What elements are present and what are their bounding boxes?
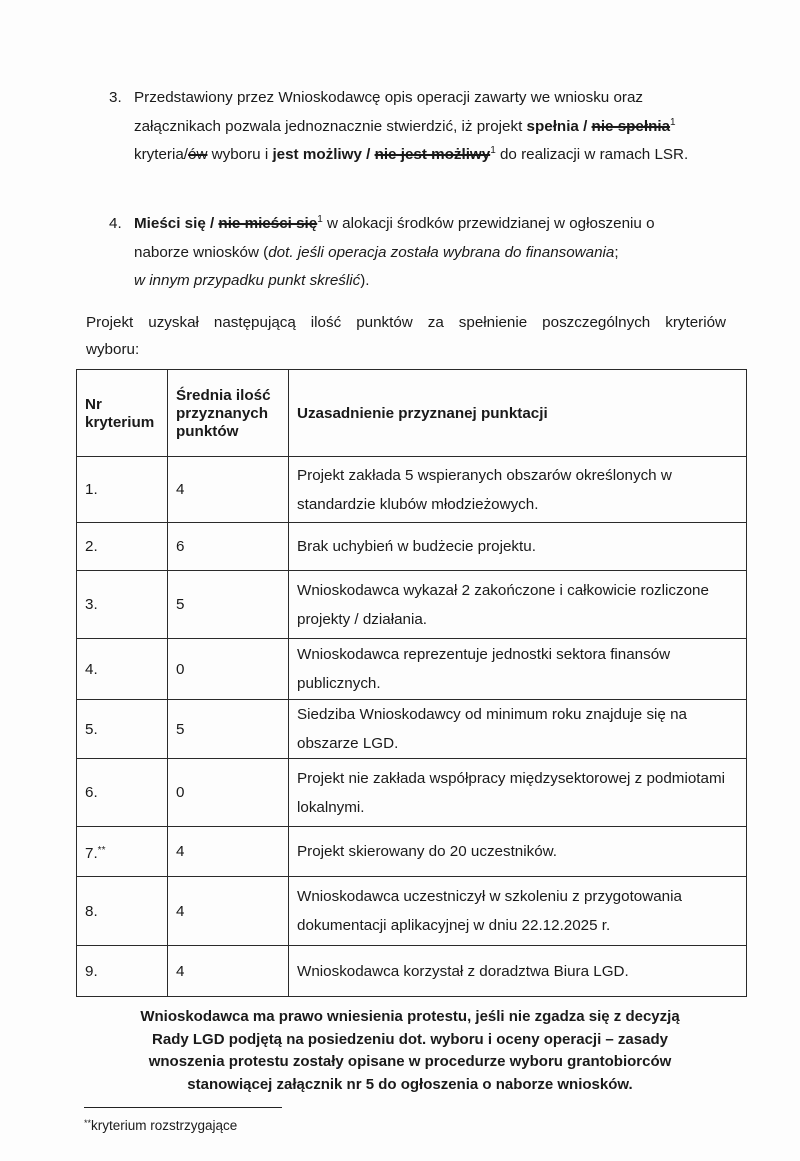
list-item-4 [109, 210, 709, 296]
points-value: 4 [168, 946, 289, 997]
list-item-body: Mieści się / nie mieści się$^1$ w alokacji środków przewidzianej w ogłoszeniu o naborze wniosków (dot. jeśli operacja została wybrana do finansowania; w innym przypadku punkt skreślić). [134, 214, 655, 289]
table-row [77, 946, 747, 997]
protest-notice: Wnioskodawca ma prawo wniesienia protestu, jeśli nie zgadza się z decyzją Rady LGD podjętą na posiedzeniu dot. wyboru i oceny operacji – zasady wnoszenia protestu zostały opisane w procedurze wyboru grantobiorców stanowiącej załącznik nr 5 do ogłoszenia o naborze wniosków. [140, 1008, 680, 1093]
table-row [77, 877, 747, 946]
justification-text: Wnioskodawca wykazał 2 zakończone i całkowicie rozliczone projekty / działania. [289, 571, 747, 639]
struck-option-not-fits: nie mieści się [218, 215, 318, 232]
footnote-mark: ** [84, 1118, 92, 1128]
points-value: 5 [168, 700, 289, 759]
italic-note: w innym przypadku punkt skreślić [134, 272, 361, 289]
struck-option-not-meets: nie spełnia [591, 117, 671, 135]
list-item-number: 4. [109, 215, 122, 232]
points-value: 4 [168, 457, 289, 523]
struck-suffix: ów [188, 146, 208, 163]
table-header-row [77, 370, 747, 457]
italic-note: dot. jeśli operacja została wybrana do finansowania [268, 243, 615, 261]
table-row [77, 571, 747, 639]
points-value: 6 [168, 523, 289, 571]
criterion-number: 6. [77, 759, 168, 827]
table-row [77, 827, 747, 877]
criterion-number: 9. [77, 946, 168, 997]
table-row [77, 639, 747, 700]
header-justification: Uzasadnienie przyznanej punktacji [289, 370, 747, 457]
selected-option-possible: jest możliwy / [272, 146, 375, 163]
list-item-body: Przedstawiony przez Wnioskodawcę opis operacji zawarty we wniosku oraz załącznikach pozwala jednoznacznie stwierdzić, iż projekt spełnia / nie spełnia$^1$ kryteria/ów wyboru i jest możliwy / nie jest możliwy$^1$ do realizacji w ramach LSR. [134, 89, 689, 163]
table-row [77, 457, 747, 523]
points-value: 4 [168, 877, 289, 946]
justification-text: Projekt skierowany do 20 uczestników. [289, 827, 747, 877]
selected-option-meets: spełnia / [526, 117, 592, 135]
list-item-number: 3. [109, 89, 122, 106]
scores-intro-paragraph: Projekt uzyskał następującą ilość punktów za spełnienie poszczególnych kryteriów wyboru: [86, 314, 726, 358]
criterion-number: 2. [77, 523, 168, 571]
criterion-number: 5. [77, 700, 168, 759]
points-value: 0 [168, 639, 289, 700]
footnote-ref: 1 [670, 116, 676, 128]
struck-option-not-possible: nie jest możliwy [374, 146, 491, 163]
criterion-number: 7.** [77, 827, 168, 877]
list-item-3 [109, 84, 709, 170]
footnote-ref: 1 [317, 214, 323, 225]
criterion-number: 1. [77, 457, 168, 523]
points-value: 4 [168, 827, 289, 877]
footnote-ref: 1 [490, 145, 496, 156]
justification-text: Projekt zakłada 5 wspieranych obszarów określonych w standardzie klubów młodzieżowych. [289, 457, 747, 523]
justification-text: Siedziba Wnioskodawcy od minimum roku znajduje się na obszarze LGD. [289, 700, 747, 759]
footnote-text: kryterium rozstrzygające [91, 1118, 238, 1133]
criterion-number: 8. [77, 877, 168, 946]
header-criterion-number: Nr kryterium [77, 370, 168, 457]
footnote [84, 1114, 237, 1135]
criterion-number: 4. [77, 639, 168, 700]
justification-text: Wnioskodawca uczestniczył w szkoleniu z przygotowania dokumentacji aplikacyjnej w dniu 22.12.2025 r. [289, 877, 747, 946]
table-row [77, 759, 747, 827]
points-value: 0 [168, 759, 289, 827]
table-row [77, 700, 747, 759]
footnote-divider [84, 1107, 282, 1108]
table-row [77, 523, 747, 571]
justification-text: Wnioskodawca korzystał z doradztwa Biura LGD. [289, 946, 747, 997]
justification-text: Projekt nie zakłada współpracy międzysektorowej z podmiotami lokalnymi. [289, 759, 747, 827]
header-average-points: Średnia ilość przyznanych punktów [168, 370, 289, 457]
justification-text: Brak uchybień w budżecie projektu. [289, 523, 747, 571]
points-value: 5 [168, 571, 289, 639]
deciding-criterion-mark: ** [97, 844, 106, 856]
selected-option-fits: Mieści się / [134, 215, 219, 232]
justification-text: Wnioskodawca reprezentuje jednostki sektora finansów publicznych. [289, 639, 747, 700]
criterion-number: 3. [77, 571, 168, 639]
criteria-scores-table [76, 369, 747, 997]
